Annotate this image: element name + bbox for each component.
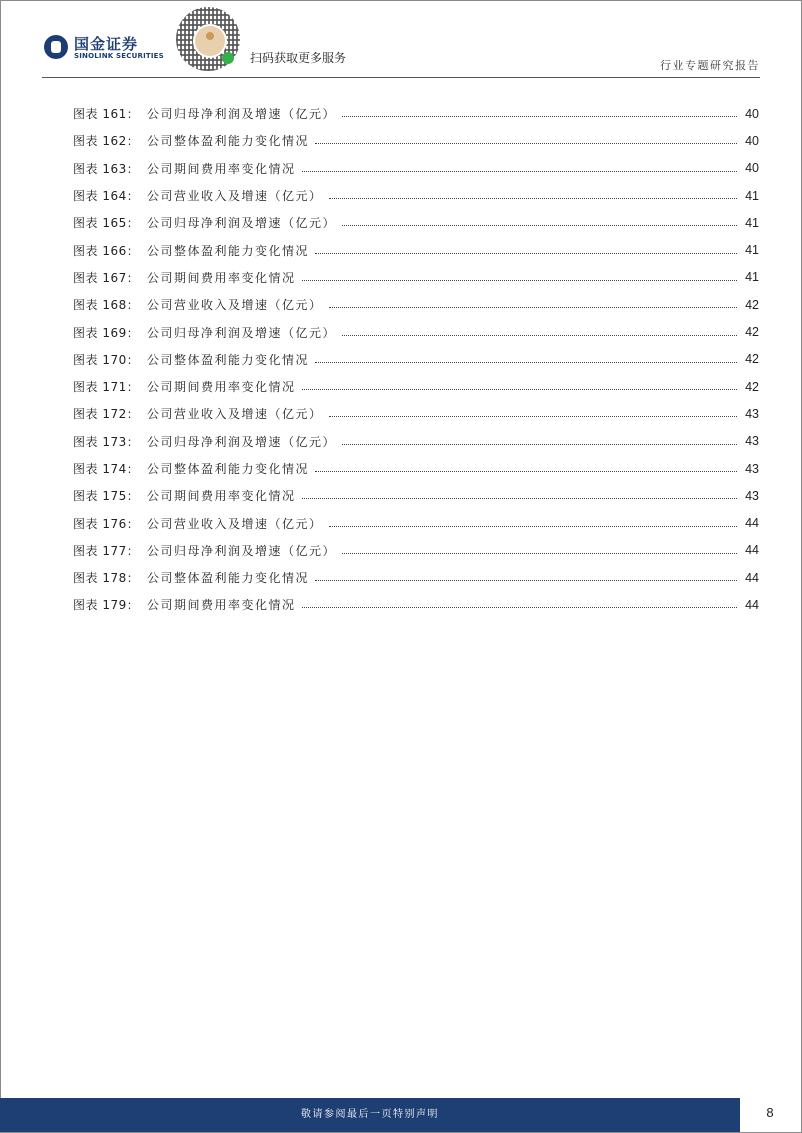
- toc-entry[interactable]: [73, 236, 759, 263]
- toc-dot-leader: [342, 444, 737, 445]
- toc-entry-title: 公司期间费用率变化情况: [147, 161, 296, 176]
- toc-dot-leader: [315, 253, 737, 254]
- toc-entry-title: 公司营业收入及增速（亿元）: [147, 298, 323, 313]
- sinolink-logo: [44, 33, 164, 65]
- toc-entry[interactable]: [73, 564, 759, 591]
- toc-entry-label: 图表 177：: [73, 543, 140, 558]
- toc-entry-title: 公司期间费用率变化情况: [147, 270, 296, 285]
- toc-entry-page: 42: [745, 379, 759, 394]
- toc-entry-page: 42: [745, 325, 759, 340]
- toc-entry[interactable]: [73, 155, 759, 182]
- toc-dot-leader: [302, 498, 737, 499]
- toc-entry[interactable]: [73, 346, 759, 373]
- toc-entry-label: 图表 174：: [73, 462, 140, 476]
- toc-entry-label: 图表 179：: [73, 598, 140, 613]
- toc-entry-label: 图表 172：: [73, 407, 140, 422]
- toc-entry-page: 44: [745, 543, 759, 558]
- toc-entry[interactable]: [73, 318, 759, 345]
- toc-dot-leader: [329, 198, 737, 199]
- toc-entry-page: 43: [745, 434, 759, 449]
- toc-entry[interactable]: [73, 591, 759, 618]
- toc-entry-label: 图表 178：: [73, 571, 140, 586]
- toc-entry-title: 公司归母净利润及增速（亿元）: [147, 216, 337, 231]
- toc-entry-title: 公司期间费用率变化情况: [147, 380, 296, 395]
- toc-dot-leader: [315, 580, 737, 581]
- toc-entry-label: 图表 170：: [73, 352, 140, 367]
- toc-dot-leader: [329, 416, 737, 417]
- toc-entry-label: 图表 176：: [73, 516, 140, 531]
- toc-entry-title: 公司归母净利润及增速（亿元）: [147, 543, 337, 558]
- toc-entry-page: 42: [745, 352, 759, 367]
- toc-entry-page: 41: [745, 243, 759, 258]
- toc-entry-page: 42: [745, 297, 759, 312]
- toc-entry[interactable]: [73, 182, 759, 209]
- toc-entry[interactable]: [73, 373, 759, 400]
- toc-entry-page: 44: [745, 516, 759, 531]
- toc-entry-label: 图表 168：: [73, 298, 140, 313]
- toc-entry[interactable]: [73, 455, 759, 482]
- toc-dot-leader: [315, 471, 737, 472]
- toc-entry-title: 公司营业收入及增速（亿元）: [147, 516, 323, 531]
- toc-entry[interactable]: [73, 264, 759, 291]
- toc-dot-leader: [342, 335, 737, 336]
- toc-entry-title: 公司归母净利润及增速（亿元）: [147, 325, 337, 340]
- toc-entry-title: 公司营业收入及增速（亿元）: [147, 189, 323, 204]
- toc-entry-label: 图表 162：: [73, 134, 140, 149]
- footer-disclaimer: 敬请参阅最后一页特别声明: [301, 1109, 439, 1120]
- toc-entry-title: 公司营业收入及增速（亿元）: [147, 407, 323, 422]
- toc-entry[interactable]: [73, 100, 759, 127]
- toc-entry[interactable]: [73, 291, 759, 318]
- toc-entry-title: 公司归母净利润及增速（亿元）: [147, 434, 337, 449]
- toc-entry-label: 图表 167：: [73, 270, 140, 285]
- toc-dot-leader: [302, 171, 737, 172]
- toc-entry-title: 公司归母净利润及增速（亿元）: [147, 107, 337, 122]
- toc-entry-page: 40: [745, 133, 759, 148]
- toc-dot-leader: [329, 526, 737, 527]
- wechat-badge-icon: [222, 52, 234, 64]
- toc-entry[interactable]: [73, 127, 759, 154]
- toc-entry-title: 公司整体盈利能力变化情况: [147, 571, 310, 586]
- toc-entry-label: 图表 161：: [73, 107, 140, 122]
- toc-dot-leader: [302, 389, 737, 390]
- page-header: [0, 0, 802, 80]
- toc-entry-label: 图表 165：: [73, 216, 140, 231]
- table-of-figures: [73, 100, 759, 619]
- toc-entry-page: 40: [745, 106, 759, 121]
- toc-dot-leader: [315, 362, 737, 363]
- toc-entry-label: 图表 163：: [73, 161, 140, 176]
- toc-entry-page: 43: [745, 461, 759, 476]
- toc-dot-leader: [342, 116, 737, 117]
- toc-entry[interactable]: [73, 209, 759, 236]
- toc-entry[interactable]: [73, 537, 759, 564]
- footer-bar: [0, 1098, 740, 1132]
- toc-dot-leader: [329, 307, 737, 308]
- toc-entry-page: 44: [745, 570, 759, 585]
- toc-dot-leader: [342, 553, 737, 554]
- toc-entry-page: 41: [745, 215, 759, 230]
- toc-entry-title: 公司期间费用率变化情况: [147, 489, 296, 504]
- toc-dot-leader: [302, 280, 737, 281]
- toc-entry-page: 43: [745, 406, 759, 421]
- toc-entry[interactable]: [73, 400, 759, 427]
- toc-entry-page: 41: [745, 188, 759, 203]
- toc-entry-title: 公司整体盈利能力变化情况: [147, 243, 310, 258]
- toc-entry-page: 40: [745, 161, 759, 176]
- header-divider: [42, 77, 760, 78]
- toc-entry-label: 图表 173：: [73, 434, 140, 449]
- sinolink-logo-icon: [44, 35, 68, 59]
- toc-entry[interactable]: [73, 482, 759, 509]
- toc-entry-label: 图表 171：: [73, 380, 140, 395]
- qr-center-logo-icon: [193, 24, 227, 58]
- toc-entry-title: 公司期间费用率变化情况: [147, 598, 296, 613]
- qr-caption: 扫码获取更多服务: [250, 51, 347, 65]
- toc-entry-title: 公司整体盈利能力变化情况: [147, 462, 310, 476]
- toc-entry-label: 图表 164：: [73, 189, 140, 204]
- logo-chinese-name: 国金证券: [74, 35, 139, 53]
- report-type-label: 行业专题研究报告: [660, 59, 760, 72]
- page-number: 8: [766, 1105, 774, 1120]
- toc-dot-leader: [342, 225, 737, 226]
- toc-dot-leader: [302, 607, 737, 608]
- logo-english-name: SINOLINK SECURITIES: [74, 52, 164, 60]
- toc-entry-title: 公司整体盈利能力变化情况: [147, 352, 310, 367]
- toc-entry[interactable]: [73, 428, 759, 455]
- toc-entry-label: 图表 166：: [73, 243, 140, 258]
- toc-entry-page: 41: [745, 270, 759, 285]
- toc-entry-page: 44: [745, 597, 759, 612]
- toc-entry-label: 图表 169：: [73, 325, 140, 340]
- toc-entry-label: 图表 175：: [73, 489, 140, 504]
- toc-entry[interactable]: [73, 509, 759, 536]
- toc-dot-leader: [315, 143, 737, 144]
- toc-entry-title: 公司整体盈利能力变化情况: [147, 134, 310, 149]
- toc-entry-page: 43: [745, 488, 759, 503]
